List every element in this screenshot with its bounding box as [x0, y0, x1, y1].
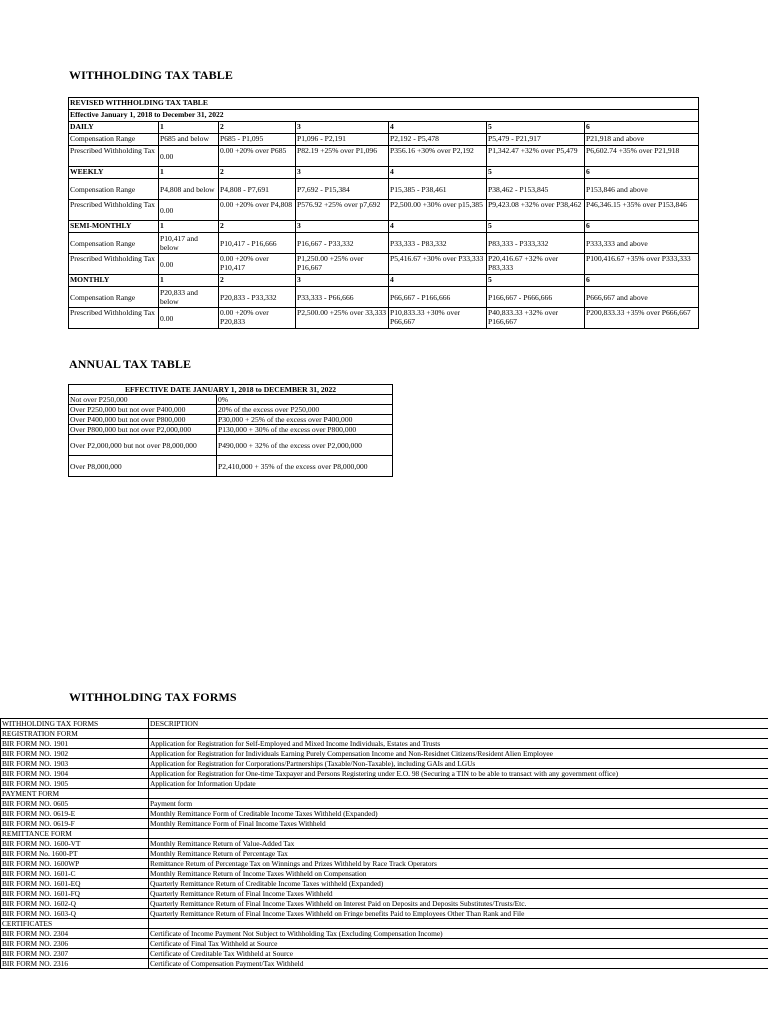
form-number: BIR FORM NO. 1603-Q	[1, 909, 149, 919]
bracket-number: 5	[487, 221, 585, 233]
form-description: Monthly Remittance Return of Income Taxes Withheld on Compensation	[149, 869, 768, 879]
form-row	[1, 769, 768, 779]
range-cell: P66,667 - P166,666	[389, 287, 487, 308]
bracket-number: 4	[389, 167, 487, 179]
effective-date: Effective January 1, 2018 to December 31, 2022	[69, 110, 699, 122]
table-title: REVISED WITHHOLDING TAX TABLE	[69, 98, 699, 110]
range-cell: P38,462 - P153,845	[487, 179, 585, 200]
range-cell: P4,808 and below	[159, 179, 219, 200]
form-description	[149, 919, 768, 929]
annual-row	[69, 425, 393, 435]
withholding-tax-table-heading: WITHHOLDING TAX TABLE	[69, 68, 233, 82]
row-label: Compensation Range	[69, 134, 159, 146]
annual-row	[69, 415, 393, 425]
form-number: BIR FORM NO. 2304	[1, 929, 149, 939]
annual-header: EFFECTIVE DATE JANUARY 1, 2018 to DECEMBER 31, 2022	[69, 385, 393, 395]
row-label: Prescribed Withholding Tax	[69, 254, 159, 275]
bracket-number: 3	[296, 167, 389, 179]
range-cell: P1,096 - P2,191	[296, 134, 389, 146]
period-header-row	[69, 122, 699, 134]
form-number: WITHHOLDING TAX FORMS	[1, 719, 149, 729]
annual-row	[69, 395, 393, 405]
tax-cell: 0.00	[159, 200, 219, 221]
range-cell: P21,918 and above	[585, 134, 699, 146]
compensation-range-row	[69, 287, 699, 308]
withholding-tax-row	[69, 254, 699, 275]
range-cell: P20,833 - P33,332	[219, 287, 296, 308]
form-row	[1, 839, 768, 849]
tax-cell: P356.16 +30% over P2,192	[389, 146, 487, 167]
form-number: PAYMENT FORM	[1, 789, 149, 799]
form-row	[1, 899, 768, 909]
bracket-number: 1	[159, 122, 219, 134]
bracket-number: 2	[219, 221, 296, 233]
tax-cell: P2,500.00 +30% over p15,385	[389, 200, 487, 221]
form-description: Monthly Remittance Return of Value-Added Tax	[149, 839, 768, 849]
form-description	[149, 789, 768, 799]
row-label: Compensation Range	[69, 233, 159, 254]
form-description: Application for Registration for Corporations/Partnerships (Taxable/Non-Taxable), including GAIs and LGUs	[149, 759, 768, 769]
period-name: MONTHLY	[69, 275, 159, 287]
form-number: REGISTRATION FORM	[1, 729, 149, 739]
form-row	[1, 719, 768, 729]
tax-due: P490,000 + 32% of the excess over P2,000,000	[217, 435, 393, 456]
tax-cell: P1,342.47 +32% over P5,479	[487, 146, 585, 167]
form-row	[1, 939, 768, 949]
range-cell: P33,333 - P66,666	[296, 287, 389, 308]
form-row	[1, 799, 768, 809]
form-description: Application for Registration for One-time Taxpayer and Persons Registering under E.O. 98 (Securing a TIN to be able to transact with any government office)	[149, 769, 768, 779]
form-description: Application for Registration for Individuals Earning Purely Compensation Income and Non-Residnet Citizens/Resident Alien Employee	[149, 749, 768, 759]
form-row	[1, 779, 768, 789]
range-cell: P153,846 and above	[585, 179, 699, 200]
tax-cell: P6,602.74 +35% over P21,918	[585, 146, 699, 167]
period-header-row	[69, 221, 699, 233]
form-number: BIR FORM NO. 2307	[1, 949, 149, 959]
form-description: Monthly Remittance Return of Percentage Tax	[149, 849, 768, 859]
range-cell: P2,192 - P5,478	[389, 134, 487, 146]
bracket-number: 1	[159, 221, 219, 233]
form-row	[1, 789, 768, 799]
form-description: Remittance Return of Percentage Tax on Winnings and Prizes Withheld by Race Track Operators	[149, 859, 768, 869]
form-description: Certificate of Final Tax Withheld at Source	[149, 939, 768, 949]
form-row	[1, 929, 768, 939]
form-number: BIR FORM NO. 1601-FQ	[1, 889, 149, 899]
form-description: Application for Registration for Self-Employed and Mixed Income Individuals, Estates and Trusts	[149, 739, 768, 749]
form-number: BIR FORM NO. 1902	[1, 749, 149, 759]
form-row	[1, 749, 768, 759]
bracket-number: 4	[389, 122, 487, 134]
form-row	[1, 959, 768, 969]
form-number: BIR FORM NO. 1905	[1, 779, 149, 789]
tax-cell: P200,833.33 +35% over P666,667	[585, 308, 699, 329]
row-label: Compensation Range	[69, 179, 159, 200]
form-number: BIR FORM NO. 2306	[1, 939, 149, 949]
bracket-number: 4	[389, 275, 487, 287]
period-header-row	[69, 167, 699, 179]
bracket-number: 3	[296, 122, 389, 134]
withholding-tax-forms-table	[0, 718, 768, 969]
range-cell: P7,692 - P15,384	[296, 179, 389, 200]
table-title-row	[69, 98, 699, 110]
form-number: BIR FORM NO. 1601-EQ	[1, 879, 149, 889]
bracket-number: 3	[296, 275, 389, 287]
tax-cell: 0.00 +20% over P685	[219, 146, 296, 167]
range-cell: P15,385 - P38,461	[389, 179, 487, 200]
form-row	[1, 879, 768, 889]
form-row	[1, 849, 768, 859]
range-cell: P166,667 - P666,666	[487, 287, 585, 308]
form-row	[1, 819, 768, 829]
form-number: BIR FORM NO. 1600WP	[1, 859, 149, 869]
annual-tax-table	[68, 384, 393, 477]
form-number: CERTIFICATES	[1, 919, 149, 929]
income-range: Over P2,000,000 but not over P8,000,000	[69, 435, 217, 456]
period-header-row	[69, 275, 699, 287]
withholding-tax-row	[69, 200, 699, 221]
bracket-number: 4	[389, 221, 487, 233]
annual-tax-table-heading: ANNUAL TAX TABLE	[69, 357, 192, 371]
tax-cell: P2,500.00 +25% over 33,333	[296, 308, 389, 329]
withholding-tax-row	[69, 146, 699, 167]
form-row	[1, 869, 768, 879]
tax-cell: P9,423.08 +32% over P38,462	[487, 200, 585, 221]
form-description: Quarterly Remittance Return of Creditable Income Taxes withheld (Expanded)	[149, 879, 768, 889]
form-description: Certificate of Income Payment Not Subject to Withholding Tax (Excluding Compensation Income)	[149, 929, 768, 939]
row-label: Prescribed Withholding Tax	[69, 308, 159, 329]
bracket-number: 5	[487, 275, 585, 287]
form-number: BIR FORM NO. 0619-E	[1, 809, 149, 819]
form-row	[1, 729, 768, 739]
tax-cell: P20,416.67 +32% over P83,333	[487, 254, 585, 275]
compensation-range-row	[69, 134, 699, 146]
tax-cell: P1,250.00 +25% over P16,667	[296, 254, 389, 275]
tax-cell: P5,416.67 +30% over P33,333	[389, 254, 487, 275]
tax-due: P2,410,000 + 35% of the excess over P8,000,000	[217, 456, 393, 477]
tax-cell: P46,346.15 +35% over P153,846	[585, 200, 699, 221]
tax-due: 0%	[217, 395, 393, 405]
form-row	[1, 949, 768, 959]
compensation-range-row	[69, 233, 699, 254]
bracket-number: 6	[585, 167, 699, 179]
form-row	[1, 759, 768, 769]
tax-cell: 0.00	[159, 308, 219, 329]
period-name: WEEKLY	[69, 167, 159, 179]
form-row	[1, 859, 768, 869]
form-description: Payment form	[149, 799, 768, 809]
compensation-range-row	[69, 179, 699, 200]
withholding-tax-forms-heading: WITHHOLDING TAX FORMS	[69, 690, 237, 704]
tax-due: 20% of the excess over P250,000	[217, 405, 393, 415]
form-number: BIR FORM NO. 1601-C	[1, 869, 149, 879]
row-label: Compensation Range	[69, 287, 159, 308]
period-name: DAILY	[69, 122, 159, 134]
tax-cell: P100,416.67 +35% over P333,333	[585, 254, 699, 275]
form-row	[1, 889, 768, 899]
income-range: Over P400,000 but not over P800,000	[69, 415, 217, 425]
range-cell: P16,667 - P33,332	[296, 233, 389, 254]
bracket-number: 6	[585, 275, 699, 287]
form-number: BIR FORM NO. 0619-F	[1, 819, 149, 829]
tax-due: P130,000 + 30% of the excess over P800,000	[217, 425, 393, 435]
form-description: DESCRIPTION	[149, 719, 768, 729]
tax-cell: 0.00 +20% over P20,833	[219, 308, 296, 329]
tax-cell: P40,833.33 +32% over P166,667	[487, 308, 585, 329]
tax-cell: 0.00	[159, 254, 219, 275]
form-row	[1, 919, 768, 929]
form-description	[149, 829, 768, 839]
form-number: BIR FORM No. 1600-PT	[1, 849, 149, 859]
form-description: Quarterly Remittance Return of Final Income Taxes Withheld on Interest Paid on Deposits and Deposits Substitutes/Trusts/Etc.	[149, 899, 768, 909]
form-description: Quarterly Remittance Return of Final Income Taxes Withheld	[149, 889, 768, 899]
income-range: Not over P250,000	[69, 395, 217, 405]
form-number: BIR FORM NO. 2316	[1, 959, 149, 969]
form-description: Certificate of Creditable Tax Withheld at Source	[149, 949, 768, 959]
bracket-number: 5	[487, 122, 585, 134]
bracket-number: 3	[296, 221, 389, 233]
annual-row	[69, 435, 393, 456]
income-range: Over P800,000 but not over P2,000,000	[69, 425, 217, 435]
range-cell: P685 and below	[159, 134, 219, 146]
tax-cell: 0.00 +20% over P10,417	[219, 254, 296, 275]
range-cell: P33,333 - P83,332	[389, 233, 487, 254]
bracket-number: 6	[585, 221, 699, 233]
bracket-number: 2	[219, 275, 296, 287]
tax-cell: P576.92 +25% over p7,692	[296, 200, 389, 221]
effective-date-row	[69, 110, 699, 122]
range-cell: P5,479 - P21,917	[487, 134, 585, 146]
income-range: Over P8,000,000	[69, 456, 217, 477]
row-label: Prescribed Withholding Tax	[69, 146, 159, 167]
form-number: BIR FORM NO. 0605	[1, 799, 149, 809]
form-description: Quarterly Remittance Return of Final Income Taxes Withheld on Fringe benefits Paid to Employees Other Than Rank and File	[149, 909, 768, 919]
annual-row	[69, 456, 393, 477]
bracket-number: 1	[159, 275, 219, 287]
range-cell: P83,333 - P333,332	[487, 233, 585, 254]
range-cell: P685 - P1,095	[219, 134, 296, 146]
form-description: Certificate of Compensation Payment/Tax Withheld	[149, 959, 768, 969]
period-name: SEMI-MONTHLY	[69, 221, 159, 233]
annual-header-row	[69, 385, 393, 395]
range-cell: P20,833 and below	[159, 287, 219, 308]
withholding-tax-row	[69, 308, 699, 329]
tax-cell: 0.00	[159, 146, 219, 167]
range-cell: P10,417 - P16,666	[219, 233, 296, 254]
form-row	[1, 909, 768, 919]
form-number: BIR FORM NO. 1600-VT	[1, 839, 149, 849]
tax-cell: P82.19 +25% over P1,096	[296, 146, 389, 167]
range-cell: P666,667 and above	[585, 287, 699, 308]
form-description: Application for Information Update	[149, 779, 768, 789]
form-row	[1, 809, 768, 819]
form-description: Monthly Remittance Form of Creditable Income Taxes Withheld (Expanded)	[149, 809, 768, 819]
form-number: BIR FORM NO. 1903	[1, 759, 149, 769]
form-number: BIR FORM NO. 1901	[1, 739, 149, 749]
tax-due: P30,000 + 25% of the excess over P400,000	[217, 415, 393, 425]
tax-cell: P10,833.33 +30% over P66,667	[389, 308, 487, 329]
form-row	[1, 739, 768, 749]
bracket-number: 2	[219, 167, 296, 179]
row-label: Prescribed Withholding Tax	[69, 200, 159, 221]
form-number: BIR FORM NO. 1602-Q	[1, 899, 149, 909]
bracket-number: 1	[159, 167, 219, 179]
form-description: Monthly Remittance Form of Final Income Taxes Withheld	[149, 819, 768, 829]
form-number: BIR FORM NO. 1904	[1, 769, 149, 779]
annual-row	[69, 405, 393, 415]
income-range: Over P250,000 but not over P400,000	[69, 405, 217, 415]
form-number: REMITTANCE FORM	[1, 829, 149, 839]
range-cell: P10,417 and below	[159, 233, 219, 254]
tax-cell: 0.00 +20% over P4,808	[219, 200, 296, 221]
range-cell: P333,333 and above	[585, 233, 699, 254]
revised-withholding-tax-table	[68, 97, 699, 329]
form-row	[1, 829, 768, 839]
bracket-number: 2	[219, 122, 296, 134]
bracket-number: 5	[487, 167, 585, 179]
range-cell: P4,808 - P7,691	[219, 179, 296, 200]
bracket-number: 6	[585, 122, 699, 134]
form-description	[149, 729, 768, 739]
